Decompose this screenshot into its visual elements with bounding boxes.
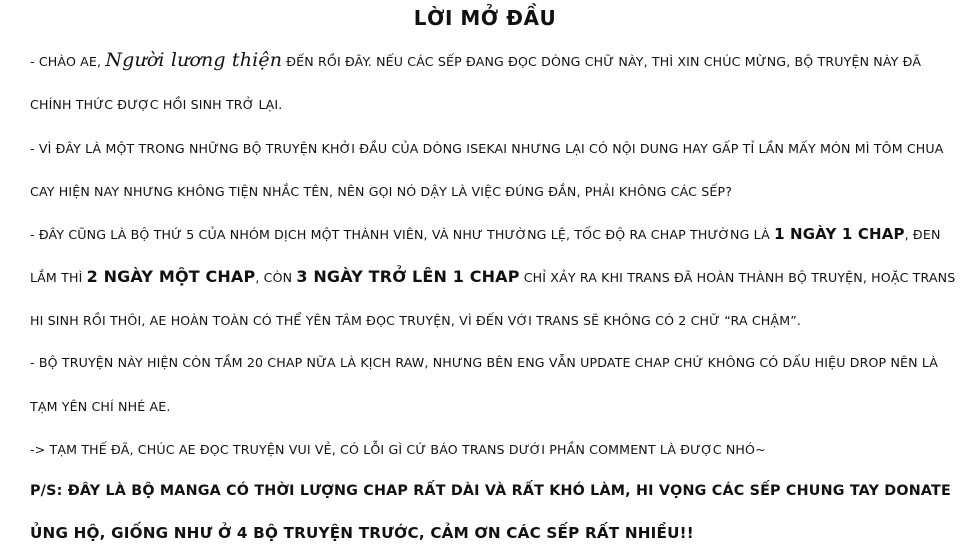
schedule-text-a: - ĐÂY CŨNG LÀ BỘ THỨ 5 CỦA NHÓM DỊCH MỘT THÀNH VIÊN, VÀ NHƯ THƯỜNG LỆ, TỐC ĐỘ RA CHAP THƯỜNG LÀ — [30, 227, 775, 242]
paragraph-schedule-line-2 — [30, 267, 956, 286]
paragraph-isekai-line-1: - VÌ ĐÂY LÀ MỘT TRONG NHỮNG BỘ TRUYỆN KHỞI ĐẦU CỦA DÒNG ISEKAI NHƯNG LẠI CÓ NỘI DUNG HAY GẤP TỈ LẦN MẤY MÓN MÌ TÔM CHUA — [30, 141, 944, 156]
paragraph-isekai-line-2: CAY HIỆN NAY NHƯNG KHÔNG TIỆN NHẮC TÊN, NÊN GỌI NÓ DẬY LÀ VIỆC ĐÚNG ĐẮN, PHẢI KHÔNG CÁC SẾP? — [30, 184, 733, 199]
paragraph-greeting-line-1 — [30, 51, 952, 70]
ps-line-2: ỦNG HỘ, GIỐNG NHƯ Ở 4 BỘ TRUYỆN TRƯỚC, CẢM ƠN CÁC SẾP RẤT NHIỀU!! — [30, 524, 694, 542]
page-title: LỜI MỞ ĐẦU — [413, 6, 557, 30]
greeting-prefix: - CHÀO AE, — [30, 54, 106, 69]
paragraph-schedule-line-1 — [30, 227, 952, 242]
greeting-rest: ĐẾN RỒI ĐÂY. NẾU CÁC SẾP ĐANG ĐỌC DÒNG CHỮ NÀY, THÌ XIN CHÚC MỪNG, BỘ TRUYỆN NÀY ĐÃ — [282, 54, 922, 69]
schedule-emphasis-1: 1 NGÀY 1 CHAP — [774, 225, 905, 243]
paragraph-raw-line-1: - BỘ TRUYỆN NÀY HIỆN CÒN TẦM 20 CHAP NỮA LÀ KỊCH RAW, NHƯNG BÊN ENG VẪN UPDATE CHAP CHỨ KHÔNG CÓ DẤU HIỆU DROP NÊN LÀ — [30, 355, 939, 370]
schedule-emphasis-3: 3 NGÀY TRỞ LÊN 1 CHAP — [296, 267, 520, 286]
manga-title-script: Người lương thiện — [105, 49, 283, 71]
schedule-emphasis-2: 2 NGÀY MỘT CHAP — [86, 267, 256, 286]
paragraph-closing: -> TẠM THẾ ĐÃ, CHÚC AE ĐỌC TRUYỆN VUI VẺ, CÓ LỖI GÌ CỨ BÁO TRANS DƯỚI PHẦN COMMENT LÀ ĐƯỢC NHÓ~ — [30, 442, 766, 457]
paragraph-raw-line-2: TẠM YÊN CHÍ NHÉ AE. — [30, 399, 171, 414]
paragraph-schedule-line-3: HI SINH RỒI THÔI, AE HOÀN TOÀN CÓ THỂ YÊN TÂM ĐỌC TRUYỆN, VÌ ĐẾN VỚI TRANS SẼ KHÔNG CÓ 2 CHỮ “RA CHẬM”. — [30, 313, 802, 328]
schedule-text-b: , ĐEN — [904, 227, 941, 242]
schedule-text-e: CHỈ XẢY RA KHI TRANS ĐÃ HOÀN THÀNH BỘ TRUYỆN, HOẶC TRANS — [519, 270, 956, 285]
schedule-text-d: , CÒN — [255, 270, 297, 285]
ps-line-1: P/S: ĐÂY LÀ BỘ MANGA CÓ THỜI LƯỢNG CHAP RẤT DÀI VÀ RẤT KHÓ LÀM, HI VỌNG CÁC SẾP CHUNG TAY DONATE — [30, 483, 951, 499]
schedule-text-c: LẮM THÌ — [30, 270, 87, 285]
paragraph-greeting-line-2: CHÍNH THỨC ĐƯỢC HỒI SINH TRỞ LẠI. — [30, 97, 283, 112]
